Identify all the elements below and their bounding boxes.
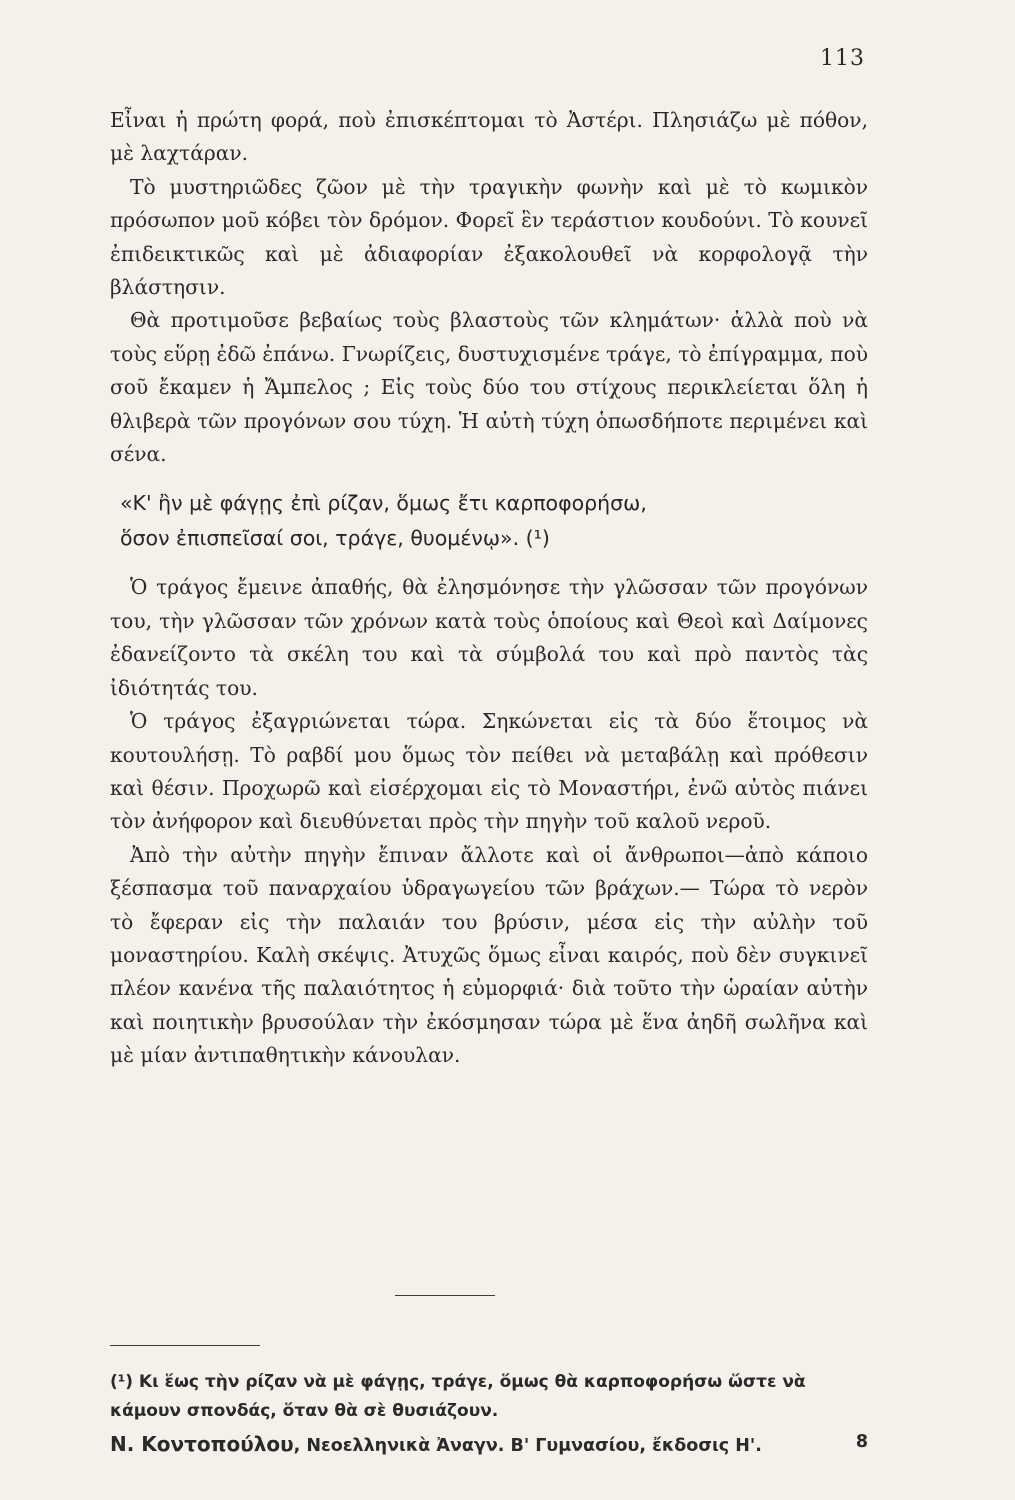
- epigram-verse: [120, 486, 868, 556]
- footnote-rule: [110, 1345, 260, 1346]
- section-separator: [395, 1295, 495, 1296]
- paragraph-2: Τὸ μυστηριῶδες ζῶον μὲ τὴν τραγικὴν φωνὴν καὶ μὲ τὸ κωμικὸν πρόσωπον μοῦ κόβει τὸν δρόμον. Φορεῖ ἓν τεράστιον κουδούνι. Τὸ κουνεῖ ἐπιδεικτικῶς καὶ μὲ ἀδιαφορίαν ἐξακολουθεῖ νὰ κορφολογᾷ τὴν βλάστησιν.: [110, 174, 868, 300]
- verse-line-2-text: ὅσον ἐπισπεῖσαί σοι, τράγε, θυομένῳ».: [120, 526, 520, 551]
- footnote-reference: (¹): [525, 526, 550, 551]
- verse-line-2: [120, 521, 868, 556]
- paragraph-6: Ἀπὸ τὴν αὐτὴν πηγὴν ἔπιναν ἄλλοτε καὶ οἱ ἄνθρωποι—ἀπὸ κάποιο ξέσπασμα τοῦ παναρχαίου ὑδραγωγείου τῶν βράχων.— Τώρα τὸ νερὸν τὸ ἔφεραν εἰς τὴν παλαιάν του βρύσιν, μέσα εἰς τὴν αὐλὴν τοῦ μοναστηρίου. Καλὴ σκέψις. Ἀτυχῶς ὅμως εἶναι καιρός, ποὺ δὲν συγκινεῖ πλέον κανένα τῆς παλαιότητος ἡ εὐμορφιά· διὰ τοῦτο τὴν ὡραίαν αὐτὴν καὶ ποιητικὴν βρυσούλαν τὴν ἐκόσμησαν τώρα μὲ ἕνα ἀηδῆ σωλῆνα καὶ μὲ μίαν ἀντιπαθητικὴν κάνουλαν.: [110, 842, 868, 1068]
- footnote: [110, 1368, 868, 1426]
- page-number: 113: [820, 46, 865, 71]
- footnote-text: Κι ἕως τὴν ρίζαν νὰ μὲ φάγῃς, τράγε, ὅμως θὰ καρποφορήσω ὥστε νὰ κάμουν σπονδάς, ὅταν θὰ σὲ θυσιάζουν.: [110, 1372, 806, 1421]
- verse-line-1: «Κ' ἢν μὲ φάγῃς ἐπὶ ρίζαν, ὅμως ἔτι καρποφορήσω,: [120, 491, 647, 516]
- signature-mark: 8: [855, 1432, 868, 1452]
- imprint-line: [110, 1432, 868, 1456]
- paragraph-3: Θὰ προτιμοῦσε βεβαίως τοὺς βλαστοὺς τῶν κλημάτων· ἀλλὰ ποὺ νὰ τοὺς εὕρῃ ἐδῶ ἐπάνω. Γνωρίζεις, δυστυχισμένε τράγε, τὸ ἐπίγραμμα, ποὺ σοῦ ἔκαμεν ἡ Ἄμπελος ; Εἰς τοὺς δύο του στίχους περικλείεται ὅλη ἡ θλιβερὰ τῶν προγόνων σου τύχη. Ἡ αὐτὴ τύχη ὁπωσδήποτε περιμένει καὶ σένα.: [110, 308, 868, 467]
- footnote-marker: (¹): [110, 1372, 133, 1392]
- imprint-source: [110, 1432, 762, 1456]
- body-text: [110, 104, 868, 1073]
- paragraph-5: Ὁ τράγος ἐξαγριώνεται τώρα. Σηκώνεται εἰς τὰ δύο ἕτοιμος νὰ κουτουλήσῃ. Τὸ ραβδί μου ὅμως τὸν πείθει νὰ μεταβάλῃ καὶ πρόθεσιν καὶ θέσιν. Προχωρῶ καὶ εἰσέρχομαι εἰς τὸ Μοναστήρι, ἐνῶ αὐτὸς πιάνει τὸν ἀνήφορον καὶ διευθύνεται πρὸς τὴν πηγὴν τοῦ καλοῦ νεροῦ.: [110, 709, 868, 834]
- paragraph-1: Εἶναι ἡ πρώτη φορά, ποὺ ἐπισκέπτομαι τὸ Ἀστέρι. Πλησιάζω μὲ πόθον, μὲ λαχτάραν.: [110, 108, 868, 166]
- paragraph-4: Ὁ τράγος ἔμεινε ἀπαθής, θὰ ἐλησμόνησε τὴν γλῶσσαν τῶν προγόνων του, τὴν γλῶσσαν τῶν χρόνων κατὰ τοὺς ὁποίους καὶ Θεοὶ καὶ Δαίμονες ἐδανείζοντο τὰ σκέλη του καὶ τὰ σύμβολά του καὶ πρὸ παντὸς τὰς ἰδιότητάς του.: [110, 575, 868, 700]
- imprint-author: Ν. Κοντοπούλου: [110, 1432, 294, 1456]
- imprint-title: , Νεοελληνικὰ Ἀναγν. Β' Γυμνασίου, ἔκδοσις Η'.: [293, 1436, 762, 1456]
